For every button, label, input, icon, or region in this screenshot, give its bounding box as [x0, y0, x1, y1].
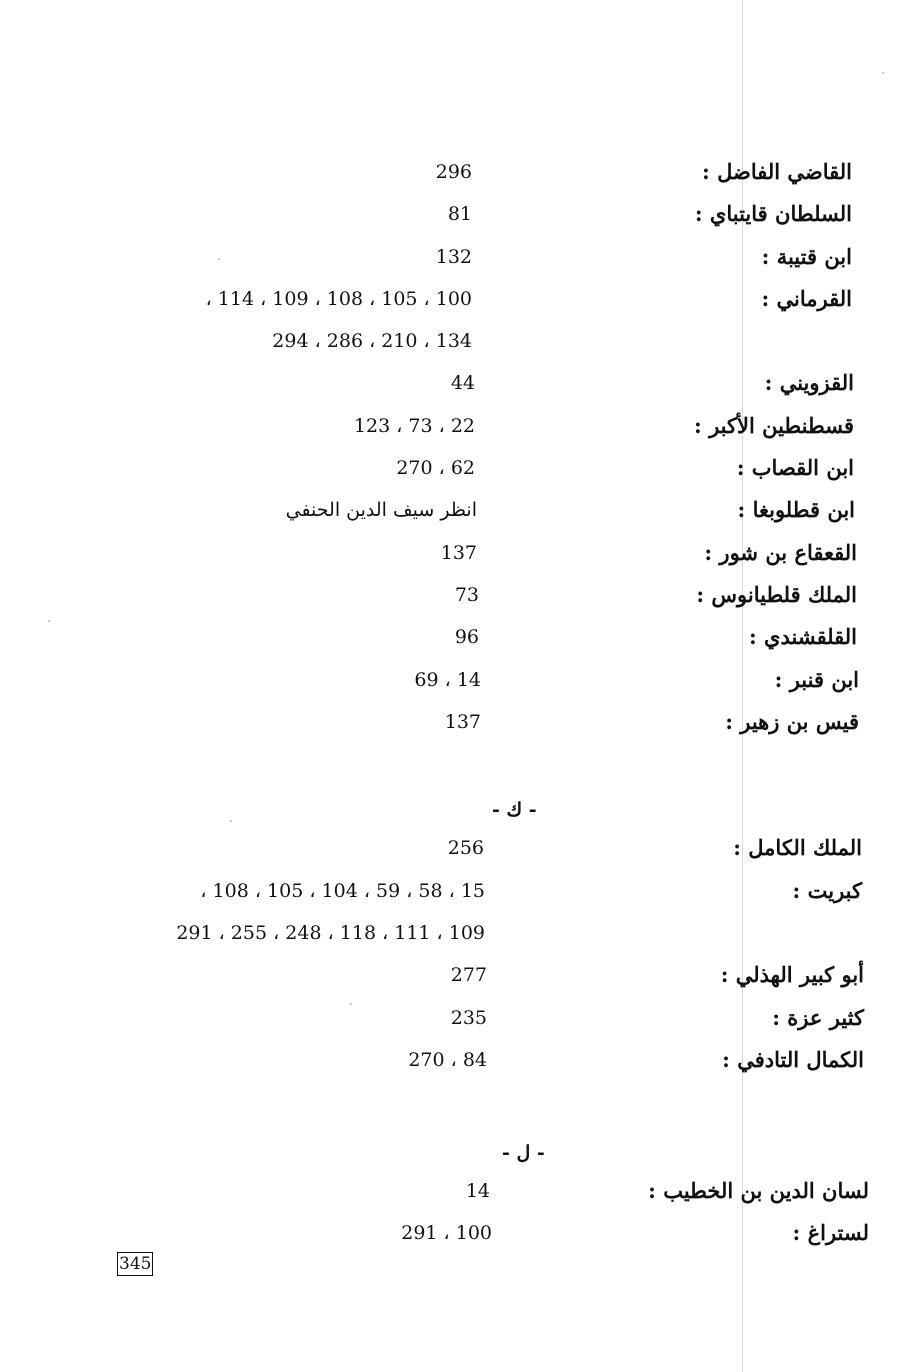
- entry-pages: 100 ، 291: [401, 1222, 492, 1244]
- entry-pages: 96: [454, 626, 479, 648]
- entry-name: قسطنطين الأكبر :: [694, 413, 854, 438]
- entry-name: ابن قطلوبغا :: [737, 497, 855, 522]
- entry-pages: 256: [447, 837, 484, 859]
- entry-pages: 81: [447, 203, 472, 225]
- entry-name: لستراغ :: [792, 1220, 869, 1245]
- entry-pages: 137: [440, 542, 477, 564]
- entry-pages: 22 ، 73 ، 123: [353, 415, 475, 437]
- entry-pages: 73: [454, 584, 479, 606]
- entry-pages: 235: [450, 1007, 487, 1029]
- scan-speck: [218, 258, 220, 260]
- entry-name: الكمال التادفي :: [722, 1047, 864, 1072]
- entry-pages: 277: [450, 964, 487, 986]
- entry-pages: 109 ، 111 ، 118 ، 248 ، 255 ، 291: [176, 922, 485, 944]
- entry-name: القرماني :: [761, 286, 852, 311]
- entry-pages: 62 ، 270: [396, 457, 475, 479]
- entry-name: الملك الكامل :: [733, 835, 862, 860]
- entry-pages: 132: [435, 246, 472, 268]
- entry-name: القلقشندي :: [748, 624, 857, 649]
- entry-pages: 137: [444, 711, 481, 733]
- entry-name: القاضي الفاضل :: [702, 159, 852, 184]
- entry-pages: 15 ، 58 ، 59 ، 104 ، 105 ، 108 ،: [200, 880, 485, 902]
- entry-pages: 14: [465, 1180, 490, 1202]
- entry-pages: 44: [450, 372, 475, 394]
- entry-name: لسان الدين بن الخطيب :: [648, 1178, 869, 1203]
- entry-name: كبريت :: [792, 878, 862, 903]
- entry-name: كثير عزة :: [772, 1005, 864, 1030]
- scan-speck: [350, 1003, 352, 1005]
- section-heading-lam: - ل -: [502, 1142, 545, 1164]
- section-heading-kaf: - ك -: [492, 799, 537, 821]
- entry-name: ابن قنبر :: [774, 667, 859, 692]
- entry-name: القزويني :: [764, 370, 854, 395]
- entry-name: ابن قتيبة :: [761, 244, 852, 269]
- entry-name: الملك قلطيانوس :: [696, 582, 857, 607]
- entry-name: ابن القصاب :: [736, 455, 854, 480]
- entry-name: أبو كبير الهذلي :: [720, 962, 864, 987]
- entry-name: السلطان قايتباي :: [694, 201, 852, 226]
- scan-speck: [882, 72, 884, 74]
- entry-name: القعقاع بن شور :: [704, 540, 857, 565]
- entry-pages: 14 ، 69: [414, 669, 481, 691]
- scan-speck: [48, 620, 50, 622]
- page-number: 345: [119, 1254, 152, 1274]
- entry-name: قيس بن زهير :: [725, 709, 859, 734]
- entry-pages: 134 ، 210 ، 286 ، 294: [272, 330, 472, 352]
- entry-pages: انظر سيف الدين الحنفي: [285, 499, 477, 521]
- entry-pages: 84 ، 270: [408, 1049, 487, 1071]
- entry-pages: 100 ، 105 ، 108 ، 109 ، 114 ،: [205, 288, 472, 310]
- entry-pages: 296: [435, 161, 472, 183]
- scan-speck: [230, 820, 232, 822]
